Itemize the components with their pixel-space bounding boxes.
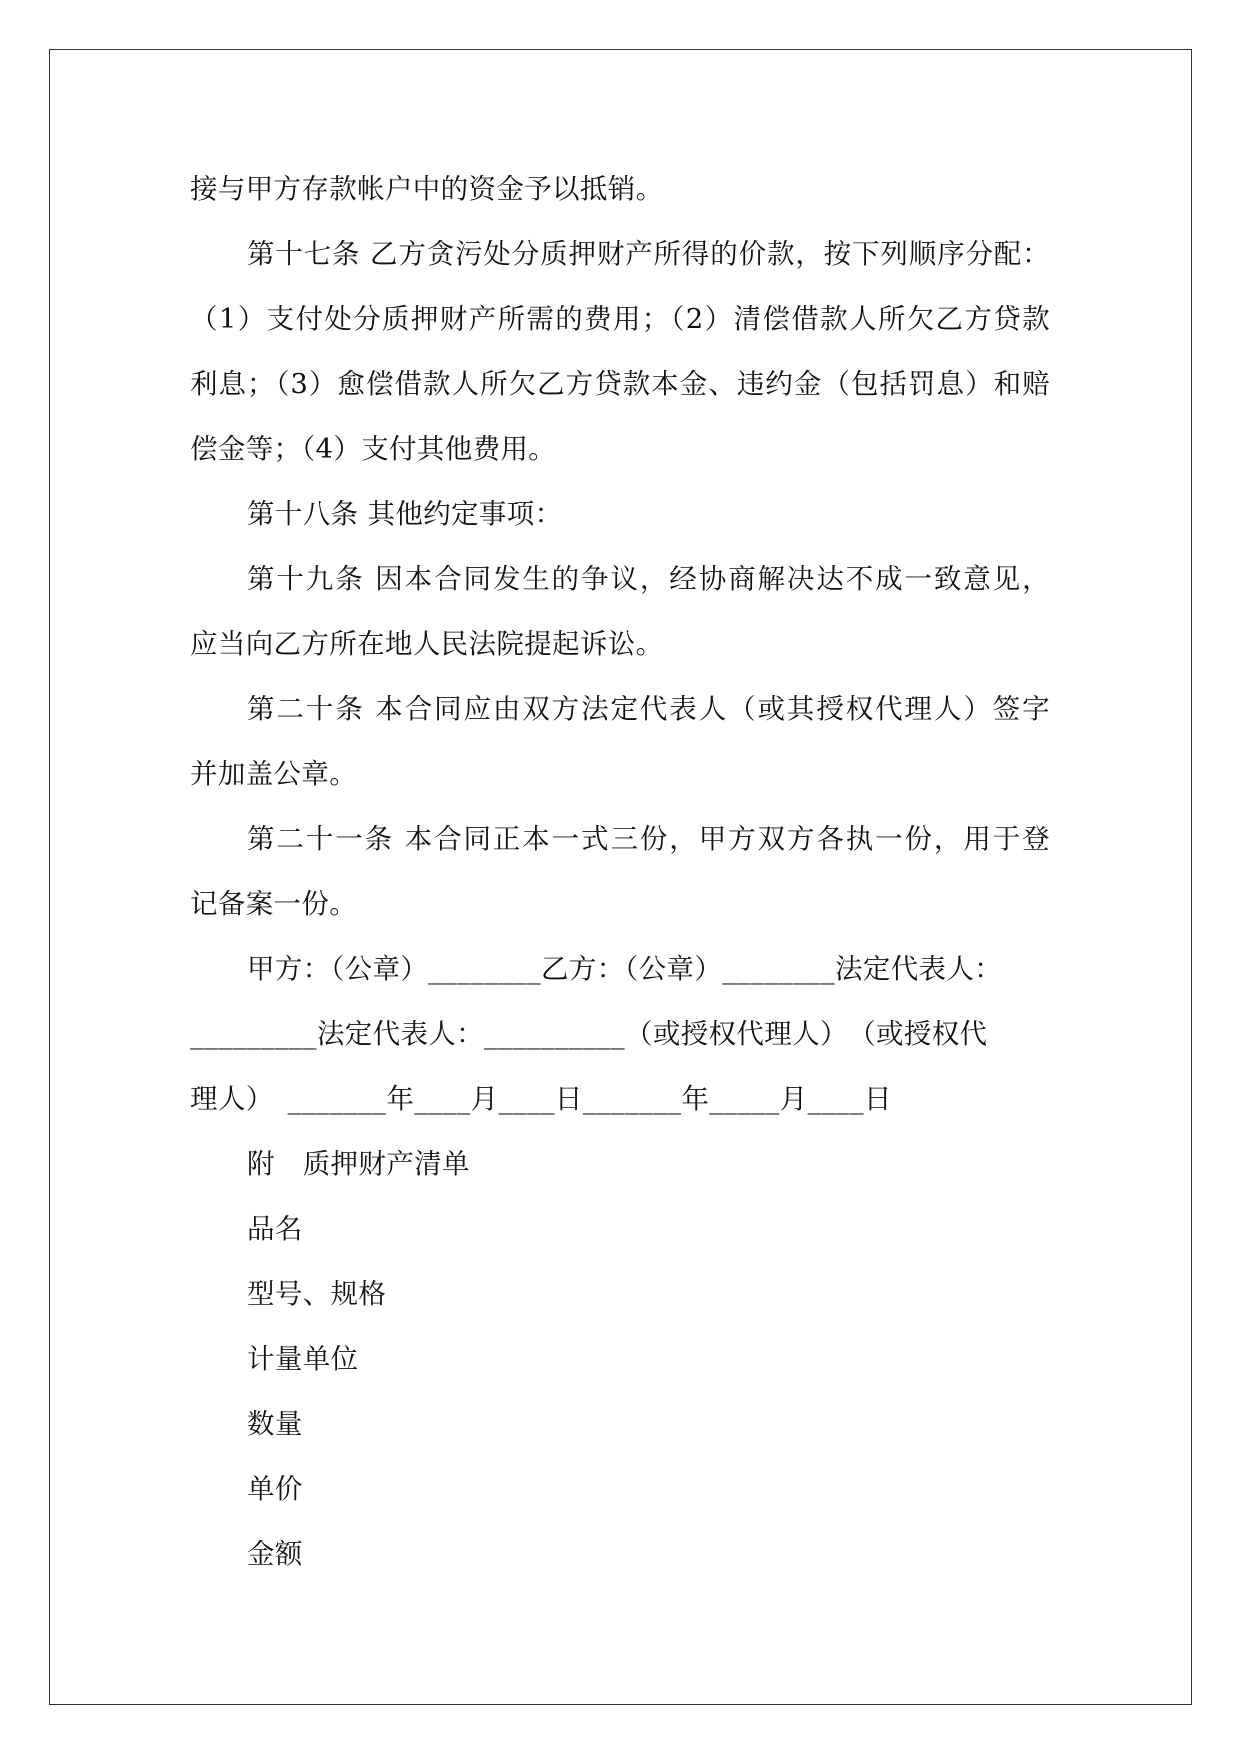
paragraph-line: 应当向乙方所在地人民法院提起诉讼。 (190, 628, 664, 660)
article-21-line: 第二十一条 本合同正本一式三份，甲方双方各执一份，用于登 (247, 823, 1050, 855)
date-line: 理人） _______年____月____日_______年_____月____日 (190, 1083, 892, 1115)
signature-line: 甲方：（公章）________乙方：（公章）________法定代表人： (247, 953, 1003, 985)
appendix-item: 单价 (247, 1473, 303, 1505)
document-body (190, 157, 1050, 1587)
paragraph-line: 偿金等；（4）支付其他费用。 (190, 433, 557, 465)
article-17-line: 第十七条 乙方贪污处分质押财产所得的价款，按下列顺序分配： (247, 238, 1050, 270)
appendix-item: 计量单位 (247, 1343, 359, 1375)
appendix-item: 型号、规格 (247, 1278, 387, 1310)
paragraph-line: 并加盖公章。 (190, 758, 358, 790)
paragraph-line: （1）支付处分质押财产所需的费用；（2）清偿借款人所欠乙方贷款 (190, 303, 1050, 335)
signature-line: _________法定代表人：__________（或授权代理人） （或授权代 (190, 1018, 988, 1050)
paragraph-line: 利息；（3）愈偿借款人所欠乙方贷款本金、违约金（包括罚息）和赔 (190, 368, 1050, 400)
paragraph-line: 接与甲方存款帐户中的资金予以抵销。 (190, 173, 664, 205)
appendix-item: 品名 (247, 1213, 303, 1245)
appendix-item: 数量 (247, 1408, 303, 1440)
appendix-heading: 附 质押财产清单 (247, 1148, 470, 1180)
appendix-item: 金额 (247, 1538, 303, 1570)
paragraph-line: 记备案一份。 (190, 888, 358, 920)
article-18-line: 第十八条 其他约定事项： (247, 498, 563, 530)
article-20-line: 第二十条 本合同应由双方法定代表人（或其授权代理人）签字 (247, 693, 1050, 725)
article-19-line: 第十九条 因本合同发生的争议，经协商解决达不成一致意见， (247, 563, 1050, 595)
